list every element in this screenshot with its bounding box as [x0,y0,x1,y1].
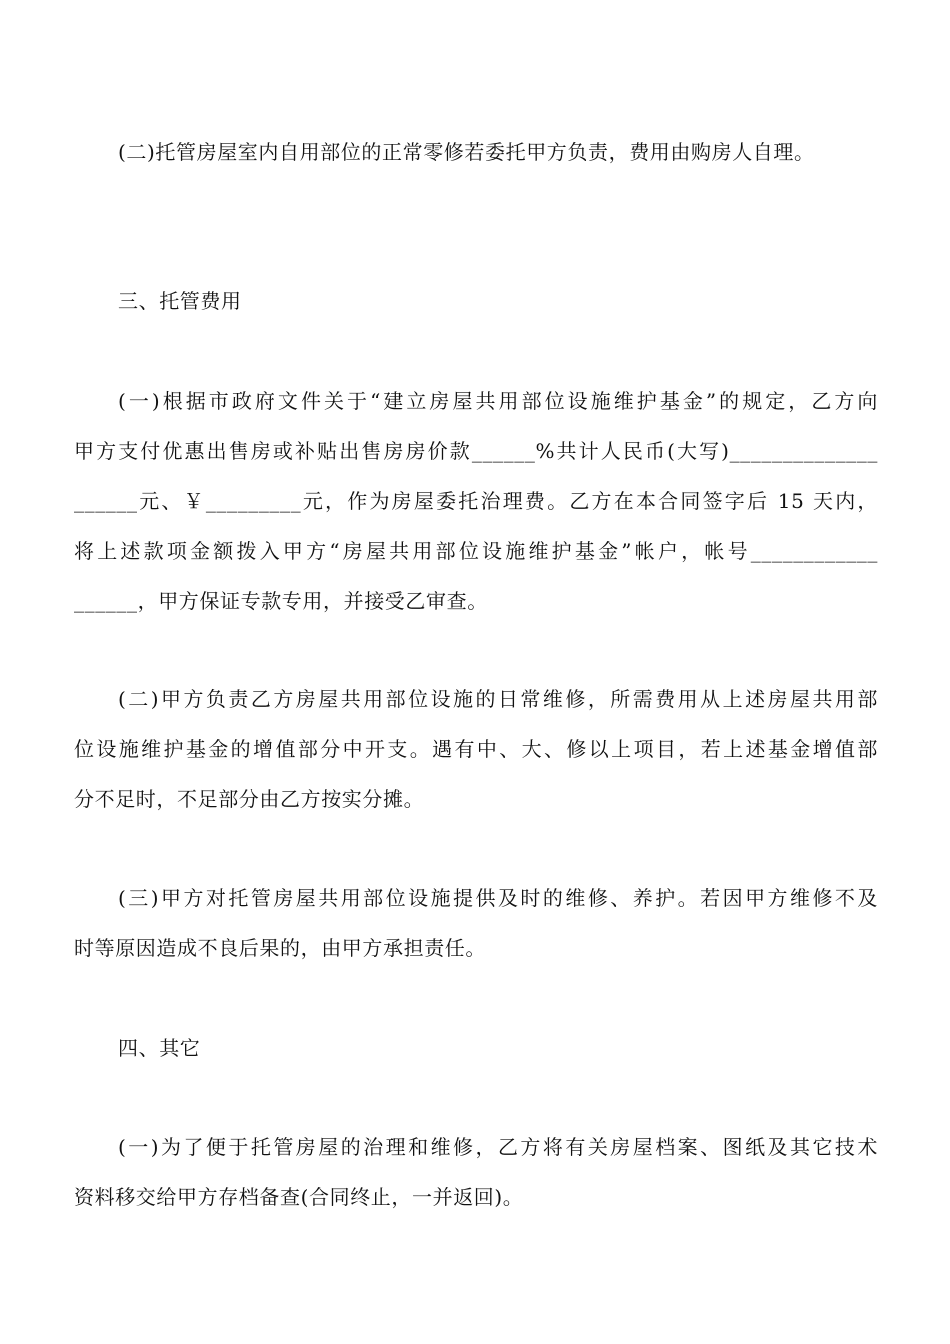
paragraph-line: 将上述款项金额拨入甲方“房屋共用部位设施维护基金”帐户，帐号____________ [74,539,878,563]
paragraph-line: 甲方支付优惠出售房或补贴出售房房价款______%共计人民币(大写)______________ [74,439,878,463]
paragraph-line: (一)根据市政府文件关于“建立房屋共用部位设施维护基金”的规定，乙方向 [118,389,878,413]
paragraph-line: 分不足时，不足部分由乙方按实分摊。 [74,787,425,811]
paragraph-line: (二)托管房屋室内自用部位的正常零修若委托甲方负责，费用由购房人自理。 [118,140,815,164]
paragraph-line: 位设施维护基金的增值部分中开支。遇有中、大、修以上项目，若上述基金增值部 [74,737,878,761]
section-heading: 四、其它 [118,1036,201,1060]
paragraph-line: 时等原因造成不良后果的，由甲方承担责任。 [74,936,486,960]
paragraph-line: 资料移交给甲方存档备查(合同终止，一并返回)。 [74,1185,524,1209]
paragraph-line: ______，甲方保证专款专用，并接受乙审查。 [74,589,488,613]
paragraph-line: (三)甲方对托管房屋共用部位设施提供及时的维修、养护。若因甲方维修不及 [118,886,878,910]
paragraph-line: (一)为了便于托管房屋的治理和维修，乙方将有关房屋档案、图纸及其它技术 [118,1135,878,1159]
paragraph-line: ______元、￥_________元，作为房屋委托治理费。乙方在本合同签字后 15 天内， [74,489,878,513]
paragraph-line: (二)甲方负责乙方房屋共用部位设施的日常维修，所需费用从上述房屋共用部 [118,687,878,711]
section-heading: 三、托管费用 [118,289,242,313]
